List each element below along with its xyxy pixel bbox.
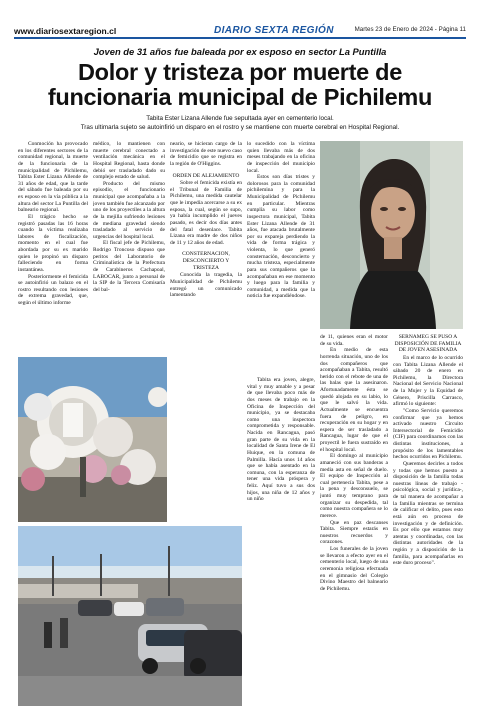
article-column-4-continued: [247, 377, 315, 701]
site-url[interactable]: www.diariosextaregion.cl: [14, 26, 117, 36]
article-column-3: [170, 141, 242, 357]
paragraph: Que en paz descanses Tabita. Siempre estarás en nuestros recuerdos y corazones.: [320, 519, 388, 546]
paragraph: Estos son días tristes y dolorosos para la comunidad pichilemina y para la Municipalidad de Pichilemu en particular. Mientras cumplía su labor como inspectora municipal, Tabita Ester Lizana Allende de 31 años, fue atacada brutalmente por su expareja perdiendo la vida de forma trágica y violenta, lo que generó consternación, desconcierto y mucha tristeza, especialmente para sus compañeros que la acompañaban en ese momento y luego para la familia y comunidad, a medida que la noticia fue expandiéndose.: [247, 174, 315, 300]
article-column-5: [320, 334, 388, 707]
paragraph: Conmoción ha provocado en los diferentes sectores de la comunidad regional, la muerte de la funcionaria de la municipalidad de Pichilemu, Tabita Ester Lizana Allende de 31 años de edad, que la tarde del sábado fue baleada por su ex esposo en la vía pública a la altura del sector La Puntilla del balneario regional.: [18, 141, 88, 214]
paragraph: Producto del mismo episodio, el funcionario municipal que acompañaba a la joven también fue alcanzado por uno de los proyectiles a la altura de la mejilla sufriendo lesiones de mediana gravedad siendo trasladado al servicio de urgencias del hospital local.: [93, 180, 165, 240]
headline-line-2: funcionaria municipal de Pichilemu: [47, 84, 433, 110]
victim-portrait-photo: [320, 141, 463, 329]
article-column-6: [393, 334, 463, 707]
paragraph: Posteriormente el femicida se autoinfirió un balazo en el rostro resultando con lesiones de extrema gravedad, que, según el último informe: [18, 273, 88, 306]
section-heading: SERNAMEG SE PUSO A DISPOSICIÓN DE FAMILIA DE JOVEN ASESINADA: [394, 334, 462, 354]
page-header: [14, 26, 466, 40]
paragraph: Tabita era joven, alegre, vital y muy amable y a pesar de que llevaba poco más de dos meses de trabajo en la Oficina de Inspección del municipio, ya se destacaba como una inspectora comprometida y responsable. Nacida en Rancagua, pasó gran parte de su vida en la localidad de Santa Irene de El Huique, en la comuna de Palmilla. Hacía unos 14 años que se había asentado en la comuna, con la esperanza de tener una vida próspera y feliz. Aquí tuvo a sus dos hijos, una niña de 12 años y un niño: [247, 377, 315, 503]
paragraph: Conocida la tragedia, la Municipalidad de Pichilemu entregó un comunicado lamentando: [170, 272, 242, 299]
header-rule: [14, 37, 466, 39]
paragraph: Queremos decirles a todos y todas que hemos puesto a disposición de la familia todas nuestras líneas de trabajo -psicológica, social y jurídica-, de tal manera de acompañar a la familia mientras se termina de calificar el delito, pues esto está aún en proceso de investigación y de definición. Es por ello que estamos muy atentas y coordinadas, con las distintas autoridades de la región y a disposición de la familia, para acompañarlas en este duro proceso".: [393, 460, 463, 567]
funeral-procession-street-photo: [18, 526, 242, 706]
article-column-2: [93, 141, 165, 357]
paragraph: Los funerales de la joven se llevaron a efecto ayer en el cementerio local, luego de una ceremonia religiosa efectuada en el gimnasio del Colegio Divino Maestro del balneario de Pichilemu.: [320, 546, 388, 592]
paragraph: médico, lo mantienen con muerte cerebral conectado a ventilación mecánica en el Hospital Regional, hasta donde debió ser trasladado dado su complejo estado de salud.: [93, 141, 165, 181]
newspaper-brand: DIARIO SEXTA REGIÓN: [214, 25, 334, 36]
street-illustration: [18, 526, 242, 706]
paragraph: Sobre el femicida existía en el Tribunal de Familia de Pichilemu, una medida cautelar que le impedía acercarse a su ex esposa, la cual, según se supo, ya había incumplido el jueves pasado, es decir dos días antes del fatal desenlace. Tabita Lizana era madre de dos niños de 11 y 12 años de edad.: [170, 180, 242, 246]
memorial-illustration: [18, 357, 167, 522]
memorial-flowers-photo: [18, 357, 167, 522]
headline-line-1: Dolor y tristeza por muerte de: [78, 59, 402, 85]
article-subhead-1: Tabita Ester Lizana Allende fue sepultada ayer en cementerio local.: [146, 115, 334, 122]
paragraph: neario, se hicieran cargo de la investigación de este nuevo caso de femicidio que se registra en la región de O'Higgins.: [170, 141, 242, 167]
section-heading: CONSTERNACION, DESCONCIERTO Y TRISTEZA: [182, 251, 230, 271]
article-column-4: [247, 141, 315, 373]
paragraph: En el marco de lo ocurrido con Tabita Lizana Allende el sábado 20 de enero en Pichilemu, la Directora Nacional del Servicio Nacional de la Mujer y la Equidad de Género, Priscilla Carrasco, afirmó lo siguiente:: [393, 354, 463, 408]
article-kicker: Joven de 31 años fue baleada por ex esposo en sector La Puntilla: [93, 46, 387, 57]
section-heading: ORDEN DE ALEJAMIENTO: [172, 172, 240, 179]
paragraph: de 11, quienes eran el motor de su vida.: [320, 334, 388, 347]
paragraph: "Como Servicio queremos confirmar que ya hemos activado nuestro Circuito Intersectorial de Femicidio (CIF) para coordinarnos con las distintas instituciones, a propósito de los lamentables hechos ocurridos en Pichilemu.: [393, 407, 463, 461]
article-column-1: [18, 141, 88, 357]
paragraph: El trágico hecho se registró pasadas las 16 horas cuando la víctima realizaba labores de fiscalización, momento en el cual fue abordada por su ex marido quien le propinó un disparo falleciendo en forma instantánea.: [18, 213, 88, 273]
issue-date-page: Martes 23 de Enero de 2024 - Página 11: [354, 26, 466, 33]
paragraph: El fiscal jefe de Pichilemu, Rodrigo Troncoso dispuso que peritos del Laboratorio de Criminalística de la Prefectura de Carabineros Cachapoal, LABOCAR, junto a personal de la SIP de la Tercera Comisaría del bal-: [93, 240, 165, 293]
paragraph: En medio de esta horrenda situación, uno de los dos compañeros que acompañaban a Tabita, resultó herido con el rebote de una de las balas que la asesinaron. Afortunadamente ésta se quedó alojada en su labio, lo que le salvó la vida. Actualmente se encuentra fuera de peligro, en recuperación en su hogar y en espera de ser trasladado a Rancagua, lugar de que el proyectil le fuera sustraído en el hospital local.: [320, 347, 388, 453]
paragraph: El domingo al municipio amaneció con sus banderas a media asta en señal de duelo. El equipo de Inspección al cual pertenecía Tabita, pese a la pena y desconsuelo, se juntó muy temprano para organizar su despedida, tal como nuestra compañera se lo merece.: [320, 453, 388, 519]
paragraph: lo sucedido con la víctima quien llevaba más de dos meses trabajando en la oficina de inspección del municipio local.: [247, 141, 315, 174]
article-subhead-2: Tras ultimarla sujeto se autoinfirió un disparo en el rostro y se mantiene con muerte cerebral en Hospital Regional.: [80, 124, 400, 131]
portrait-illustration: [320, 141, 463, 329]
article-headline: [10, 60, 470, 110]
